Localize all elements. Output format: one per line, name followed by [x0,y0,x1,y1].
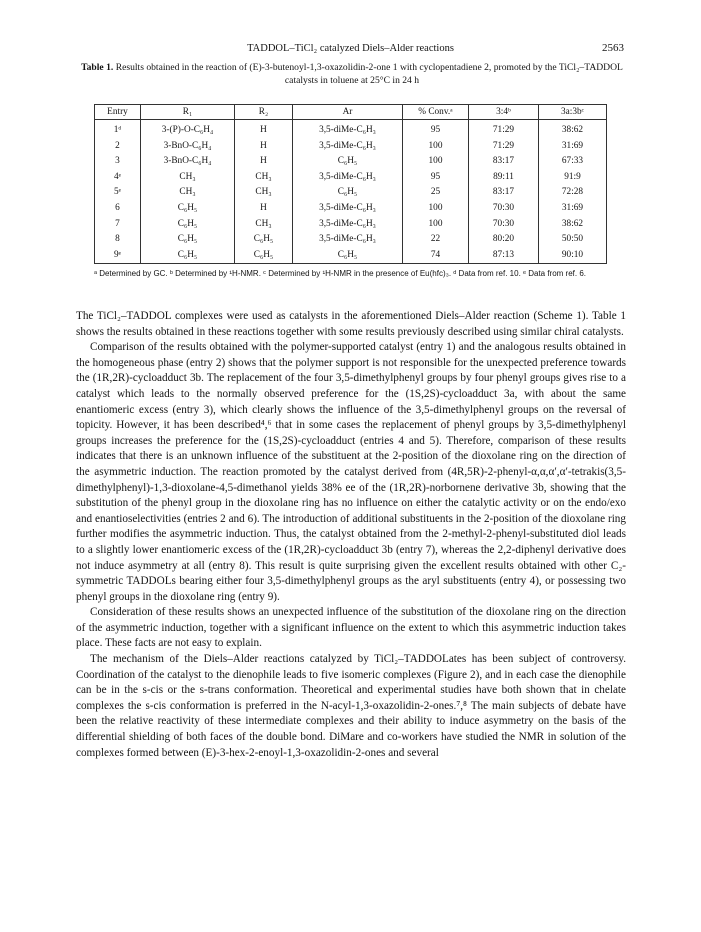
table-cell: 74 [403,248,469,264]
table-row [95,248,607,264]
table-cell: 50:50 [539,232,607,248]
column-header-ar: Ar [293,105,403,120]
table-cell: 100 [403,154,469,170]
table-cell: 91:9 [539,170,607,186]
table-row [95,201,607,217]
table-cell: H [235,201,293,217]
table-row [95,185,607,201]
table-cell: 22 [403,232,469,248]
table-body [95,120,607,264]
table-row [95,120,607,139]
table-cell: 87:13 [469,248,539,264]
table-cell: 1ᵈ [95,120,141,139]
table-cell: C₆H₅ [141,217,235,233]
table-header [95,105,607,120]
paragraph: Consideration of these results shows an unexpected influence of the substitution of the dioxolane ring on the direction of the asymmetric induction, together with a significant influence on the extent to which this asymmetric induction takes place. These facts are not easy to explain. [76,606,626,650]
table-cell: 95 [403,170,469,186]
paragraph: The TiCl₂–TADDOL complexes were used as catalysts in the aforementioned Diels–Alder reaction (Scheme 1). Table 1 shows the results obtained in these reactions together with some results previously described using similar chiral catalysts. [76,310,626,338]
paragraph: Comparison of the results obtained with the polymer-supported catalyst (entry 1) and the analogous results obtained in the homogeneous phase (entry 2) shows that the polymer support is not responsible for the unexpected preference towards the (1R,2R)-cycloadduct 3b. The replacement of the four 3,5-dimethylphenyl groups by four phenyl groups gives rise to a catalyst which leads to the normally observed preference for the (1S,2S)-cycloadduct 3a, with about the same enantiomeric excess (entry 3), which clearly shows the influence of the 3,5-dimethylphenyl groups on the reversal of topicity. However, it has been described⁴,⁶ that in some cases the replacement of phenyl groups by 3,5-dimethylphenyl groups increases the preference for the (1S,2S)-cycloadduct (entries 4 and 5). Therefore, comparison of these results indicates that there is an unknown influence of the substituent at the 2-position of the dioxolane ring on the direction of the asymmetric induction. The reaction promoted by the catalyst derived from (4R,5R)-2-phenyl-α,α,α′,α′-tetrakis(3,5-dimethylphenyl)-1,3-dioxolane-4,5-dimethanol yields 38% ee of the (1R,2R)-norbornene derivative 3b, showing that the substitution of the phenyl group in the dioxolane ring has no influence on either the catalytic activity or on the endo/exo and enantioselectivities (entries 2 and 6). The introduction of additional substituents in the 2-position of the dioxolane ring further modifies the asymmetric induction. Thus, the catalyst obtained from the 2-methyl-2-phenyl-substituted diol leads to a slightly lower enantiomeric excess of the (1R,2R)-cycloadduct 3b (entry 7), whereas the 2,2-diphenyl derivative does not induce asymmetry at all (entry 8). This result is quite surprising given the excellent results obtained with other C₂-symmetric TADDOLs bearing either four 3,5-dimethylphenyl groups as the aryl substituents (entry 4), or possessing two phenyl groups in the dioxolane ring (entry 9). [76,341,626,603]
table-cell: C₆H₅ [141,248,235,264]
table-row [95,170,607,186]
table-cell: 70:30 [469,201,539,217]
table-cell: 31:69 [539,201,607,217]
table-cell: 9ᵉ [95,248,141,264]
table-header-row [95,105,607,120]
table-caption-label: Table 1. [81,62,114,73]
table-cell: 38:62 [539,120,607,139]
table-cell: H [235,139,293,155]
column-header-r2: R₂ [235,105,293,120]
table-caption-text: Results obtained in the reaction of (E)-3-butenoyl-1,3-oxazolidin-2-one 1 with cyclopentadiene 2, promoted by the TiCl₂–TADDOL catalysts in toluene at 25°C in 24 h [115,62,623,86]
table-footnote: ᵃ Determined by GC. ᵇ Determined by ¹H-NMR. ᶜ Determined by ¹H-NMR in the presence of Eu(hfc)₃. ᵈ Data from ref. 10. ᵉ Data from ref. 6. [94,269,587,278]
table-cell: 8 [95,232,141,248]
body-text [76,309,626,761]
table-cell: CH₃ [235,185,293,201]
table-cell: 38:62 [539,217,607,233]
table-cell: 67:33 [539,154,607,170]
running-header-title: TADDOL–TiCl₂ catalyzed Diels–Alder reactions [247,43,454,54]
table-cell: 25 [403,185,469,201]
table-cell: 95 [403,120,469,139]
results-table [94,104,607,264]
column-header-r1: R₁ [141,105,235,120]
table-cell: CH₃ [141,185,235,201]
table-cell: C₆H₅ [141,201,235,217]
table-cell: H [235,120,293,139]
table-cell: C₆H₅ [235,248,293,264]
table-cell: 83:17 [469,154,539,170]
table-cell: 31:69 [539,139,607,155]
table-cell: C₆H₅ [293,248,403,264]
table-cell: C₆H₅ [235,232,293,248]
table-cell: 100 [403,201,469,217]
table-cell: 3,5-diMe-C₆H₃ [293,120,403,139]
table-cell: C₆H₅ [293,154,403,170]
table-cell: 71:29 [469,139,539,155]
table-cell: 71:29 [469,120,539,139]
table-cell: 3,5-diMe-C₆H₃ [293,170,403,186]
table-cell: 80:20 [469,232,539,248]
table-cell: 72:28 [539,185,607,201]
table-cell: 3,5-diMe-C₆H₃ [293,232,403,248]
column-header-ratio-3-4: 3:4ᵇ [469,105,539,120]
table-cell: 3 [95,154,141,170]
table-caption [78,62,626,87]
table-row [95,154,607,170]
column-header-conversion: % Conv.ᵃ [403,105,469,120]
table-cell: 5ᵉ [95,185,141,201]
table-cell: 3-(P)-O-C₆H₄ [141,120,235,139]
table-cell: 3,5-diMe-C₆H₃ [293,217,403,233]
table-cell: 3,5-diMe-C₆H₃ [293,201,403,217]
table-cell: 4ᵉ [95,170,141,186]
table-cell: C₆H₅ [293,185,403,201]
table-cell: 90:10 [539,248,607,264]
table-cell: 7 [95,217,141,233]
table-cell: CH₃ [235,170,293,186]
table-cell: 100 [403,139,469,155]
table-cell: C₆H₅ [141,232,235,248]
table-cell: 6 [95,201,141,217]
table-row [95,232,607,248]
table-row [95,217,607,233]
table-cell: 2 [95,139,141,155]
table-cell: 70:30 [469,217,539,233]
page-number: 2563 [602,42,624,54]
table-cell: 89:11 [469,170,539,186]
column-header-entry: Entry [95,105,141,120]
table-cell: 3-BnO-C₆H₄ [141,154,235,170]
column-header-ratio-3a-3b: 3a:3bᶜ [539,105,607,120]
table-cell: CH₃ [235,217,293,233]
table-cell: CH₃ [141,170,235,186]
table-cell: 100 [403,217,469,233]
table-cell: H [235,154,293,170]
table-cell: 3-BnO-C₆H₄ [141,139,235,155]
table-row [95,139,607,155]
paragraph: The mechanism of the Diels–Alder reactions catalyzed by TiCl₂–TADDOLates has been subject of controversy. Coordination of the catalyst to the dienophile leads to five isomeric complexes (Figure 2), and in each case the dienophile can be in the s-cis or the s-trans conformation. Theoretical and experimental studies have both shown that in chelate complexes the s-cis conformation is preferred in the N-acyl-1,3-oxazolidin-2-ones.⁷,⁸ The main subjects of debate have been the relative reactivity of these intermediate complexes and their ability to induce asymmetry on the basis of the differential shielding of both faces of the double bond. DiMare and co-workers have studied the NMR in solution of the complexes formed between (E)-3-hex-2-enoyl-1,3-oxazolidin-2-ones and several [76,653,626,759]
table-cell: 3,5-diMe-C₆H₃ [293,139,403,155]
table-cell: 83:17 [469,185,539,201]
